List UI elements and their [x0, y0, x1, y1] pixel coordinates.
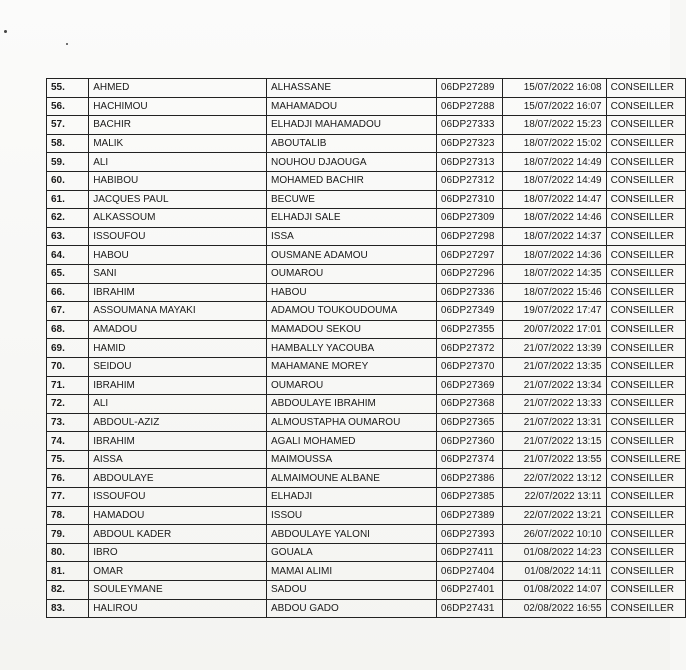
table-row — [47, 134, 686, 153]
datetime-cell: 21/07/2022 13:35 — [503, 357, 606, 376]
row-number: 68. — [47, 320, 89, 339]
datetime-cell: 01/08/2022 14:07 — [503, 581, 606, 600]
table-row — [47, 376, 686, 395]
row-number: 76. — [47, 469, 89, 488]
first-name-cell: ELHADJI SALE — [267, 209, 437, 228]
row-number: 71. — [47, 376, 89, 395]
role-cell: CONSEILLER — [606, 525, 685, 544]
last-name-cell: AISSA — [89, 450, 267, 469]
first-name-cell: ABDOULAYE IBRAHIM — [267, 395, 437, 414]
table-row — [47, 153, 686, 172]
row-number: 66. — [47, 283, 89, 302]
first-name-cell: ABDOU GADO — [267, 599, 437, 618]
role-cell: CONSEILLER — [606, 246, 685, 265]
role-cell: CONSEILLER — [606, 395, 685, 414]
registration-code-cell: 06DP27298 — [436, 227, 502, 246]
role-cell: CONSEILLER — [606, 134, 685, 153]
role-cell: CONSEILLERE — [606, 450, 685, 469]
role-cell: CONSEILLER — [606, 599, 685, 618]
datetime-cell: 21/07/2022 13:31 — [503, 413, 606, 432]
registration-code-cell: 06DP27374 — [436, 450, 502, 469]
datetime-cell: 18/07/2022 15:23 — [503, 116, 606, 135]
role-cell: CONSEILLER — [606, 581, 685, 600]
registration-code-cell: 06DP27312 — [436, 171, 502, 190]
roster-table — [46, 78, 686, 618]
datetime-cell: 01/08/2022 14:23 — [503, 543, 606, 562]
role-cell: CONSEILLER — [606, 227, 685, 246]
last-name-cell: AMADOU — [89, 320, 267, 339]
last-name-cell: IBRAHIM — [89, 432, 267, 451]
first-name-cell: OUMAROU — [267, 264, 437, 283]
role-cell: CONSEILLER — [606, 190, 685, 209]
role-cell: CONSEILLER — [606, 376, 685, 395]
last-name-cell: SEIDOU — [89, 357, 267, 376]
first-name-cell: ISSOU — [267, 506, 437, 525]
table-row — [47, 506, 686, 525]
role-cell: CONSEILLER — [606, 302, 685, 321]
last-name-cell: HAMADOU — [89, 506, 267, 525]
row-number: 74. — [47, 432, 89, 451]
registration-code-cell: 06DP27288 — [436, 97, 502, 116]
first-name-cell: OUSMANE ADAMOU — [267, 246, 437, 265]
datetime-cell: 01/08/2022 14:11 — [503, 562, 606, 581]
datetime-cell: 18/07/2022 14:35 — [503, 264, 606, 283]
table-row — [47, 79, 686, 98]
datetime-cell: 20/07/2022 17:01 — [503, 320, 606, 339]
role-cell: CONSEILLER — [606, 153, 685, 172]
datetime-cell: 21/07/2022 13:39 — [503, 339, 606, 358]
table-row — [47, 581, 686, 600]
registration-code-cell: 06DP27360 — [436, 432, 502, 451]
table-row — [47, 283, 686, 302]
last-name-cell: HABOU — [89, 246, 267, 265]
last-name-cell: ALI — [89, 395, 267, 414]
registration-code-cell: 06DP27333 — [436, 116, 502, 135]
first-name-cell: GOUALA — [267, 543, 437, 562]
registration-code-cell: 06DP27372 — [436, 339, 502, 358]
row-number: 78. — [47, 506, 89, 525]
registration-code-cell: 06DP27323 — [436, 134, 502, 153]
registration-code-cell: 06DP27404 — [436, 562, 502, 581]
datetime-cell: 18/07/2022 14:49 — [503, 171, 606, 190]
registration-code-cell: 06DP27431 — [436, 599, 502, 618]
last-name-cell: ALI — [89, 153, 267, 172]
role-cell: CONSEILLER — [606, 283, 685, 302]
table-row — [47, 413, 686, 432]
row-number: 77. — [47, 488, 89, 507]
role-cell: CONSEILLER — [606, 469, 685, 488]
datetime-cell: 21/07/2022 13:55 — [503, 450, 606, 469]
role-cell: CONSEILLER — [606, 357, 685, 376]
role-cell: CONSEILLER — [606, 339, 685, 358]
table-row — [47, 525, 686, 544]
table-row — [47, 97, 686, 116]
row-number: 61. — [47, 190, 89, 209]
first-name-cell: HAMBALLY YACOUBA — [267, 339, 437, 358]
table-row — [47, 339, 686, 358]
row-number: 80. — [47, 543, 89, 562]
row-number: 55. — [47, 79, 89, 98]
last-name-cell: IBRAHIM — [89, 283, 267, 302]
table-row — [47, 227, 686, 246]
datetime-cell: 19/07/2022 17:47 — [503, 302, 606, 321]
row-number: 75. — [47, 450, 89, 469]
row-number: 81. — [47, 562, 89, 581]
row-number: 58. — [47, 134, 89, 153]
row-number: 65. — [47, 264, 89, 283]
registration-code-cell: 06DP27370 — [436, 357, 502, 376]
row-number: 56. — [47, 97, 89, 116]
table-row — [47, 488, 686, 507]
table-row — [47, 302, 686, 321]
datetime-cell: 18/07/2022 14:46 — [503, 209, 606, 228]
first-name-cell: ALHASSANE — [267, 79, 437, 98]
datetime-cell: 18/07/2022 14:37 — [503, 227, 606, 246]
table-row — [47, 395, 686, 414]
first-name-cell: ALMOUSTAPHA OUMAROU — [267, 413, 437, 432]
row-number: 60. — [47, 171, 89, 190]
last-name-cell: ABDOULAYE — [89, 469, 267, 488]
role-cell: CONSEILLER — [606, 506, 685, 525]
row-number: 63. — [47, 227, 89, 246]
role-cell: CONSEILLER — [606, 320, 685, 339]
last-name-cell: IBRAHIM — [89, 376, 267, 395]
role-cell: CONSEILLER — [606, 264, 685, 283]
table-row — [47, 320, 686, 339]
datetime-cell: 21/07/2022 13:34 — [503, 376, 606, 395]
datetime-cell: 18/07/2022 15:46 — [503, 283, 606, 302]
last-name-cell: SOULEYMANE — [89, 581, 267, 600]
first-name-cell: HABOU — [267, 283, 437, 302]
roster-body — [47, 79, 686, 618]
first-name-cell: OUMAROU — [267, 376, 437, 395]
registration-code-cell: 06DP27386 — [436, 469, 502, 488]
registration-code-cell: 06DP27368 — [436, 395, 502, 414]
table-row — [47, 357, 686, 376]
datetime-cell: 21/07/2022 13:15 — [503, 432, 606, 451]
row-number: 62. — [47, 209, 89, 228]
datetime-cell: 22/07/2022 13:21 — [503, 506, 606, 525]
registration-code-cell: 06DP27393 — [436, 525, 502, 544]
datetime-cell: 22/07/2022 13:12 — [503, 469, 606, 488]
datetime-cell: 15/07/2022 16:07 — [503, 97, 606, 116]
table-row — [47, 190, 686, 209]
registration-code-cell: 06DP27313 — [436, 153, 502, 172]
last-name-cell: ABDOUL-AZIZ — [89, 413, 267, 432]
last-name-cell: IBRO — [89, 543, 267, 562]
registration-code-cell: 06DP27296 — [436, 264, 502, 283]
registration-code-cell: 06DP27365 — [436, 413, 502, 432]
row-number: 82. — [47, 581, 89, 600]
row-number: 79. — [47, 525, 89, 544]
datetime-cell: 18/07/2022 15:02 — [503, 134, 606, 153]
last-name-cell: MALIK — [89, 134, 267, 153]
last-name-cell: ISSOUFOU — [89, 227, 267, 246]
registration-code-cell: 06DP27349 — [436, 302, 502, 321]
role-cell: CONSEILLER — [606, 562, 685, 581]
first-name-cell: MAIMOUSSA — [267, 450, 437, 469]
first-name-cell: MAMAI ALIMI — [267, 562, 437, 581]
last-name-cell: HALIROU — [89, 599, 267, 618]
datetime-cell: 21/07/2022 13:33 — [503, 395, 606, 414]
row-number: 69. — [47, 339, 89, 358]
role-cell: CONSEILLER — [606, 413, 685, 432]
table-row — [47, 469, 686, 488]
first-name-cell: MAMADOU SEKOU — [267, 320, 437, 339]
row-number: 83. — [47, 599, 89, 618]
last-name-cell: OMAR — [89, 562, 267, 581]
first-name-cell: BECUWE — [267, 190, 437, 209]
first-name-cell: ABDOULAYE YALONI — [267, 525, 437, 544]
first-name-cell: MAHAMANE MOREY — [267, 357, 437, 376]
table-row — [47, 209, 686, 228]
datetime-cell: 18/07/2022 14:49 — [503, 153, 606, 172]
table-row — [47, 432, 686, 451]
table-row — [47, 562, 686, 581]
last-name-cell: ASSOUMANA MAYAKI — [89, 302, 267, 321]
table-row — [47, 599, 686, 618]
row-number: 72. — [47, 395, 89, 414]
role-cell: CONSEILLER — [606, 79, 685, 98]
registration-code-cell: 06DP27385 — [436, 488, 502, 507]
row-number: 59. — [47, 153, 89, 172]
first-name-cell: ADAMOU TOUKOUDOUMA — [267, 302, 437, 321]
role-cell: CONSEILLER — [606, 97, 685, 116]
first-name-cell: SADOU — [267, 581, 437, 600]
registration-code-cell: 06DP27309 — [436, 209, 502, 228]
datetime-cell: 26/07/2022 10:10 — [503, 525, 606, 544]
datetime-cell: 15/07/2022 16:08 — [503, 79, 606, 98]
last-name-cell: ABDOUL KADER — [89, 525, 267, 544]
last-name-cell: HACHIMOU — [89, 97, 267, 116]
last-name-cell: HABIBOU — [89, 171, 267, 190]
row-number: 73. — [47, 413, 89, 432]
first-name-cell: ELHADJI — [267, 488, 437, 507]
first-name-cell: ISSA — [267, 227, 437, 246]
last-name-cell: SANI — [89, 264, 267, 283]
datetime-cell: 22/07/2022 13:11 — [503, 488, 606, 507]
table-row — [47, 171, 686, 190]
first-name-cell: ALMAIMOUNE ALBANE — [267, 469, 437, 488]
table-row — [47, 264, 686, 283]
table-row — [47, 116, 686, 135]
row-number: 67. — [47, 302, 89, 321]
table-row — [47, 450, 686, 469]
registration-code-cell: 06DP27411 — [436, 543, 502, 562]
registration-code-cell: 06DP27355 — [436, 320, 502, 339]
registration-code-cell: 06DP27369 — [436, 376, 502, 395]
registration-code-cell: 06DP27310 — [436, 190, 502, 209]
first-name-cell: MAHAMADOU — [267, 97, 437, 116]
registration-code-cell: 06DP27297 — [436, 246, 502, 265]
row-number: 70. — [47, 357, 89, 376]
datetime-cell: 18/07/2022 14:36 — [503, 246, 606, 265]
last-name-cell: AHMED — [89, 79, 267, 98]
first-name-cell: NOUHOU DJAOUGA — [267, 153, 437, 172]
role-cell: CONSEILLER — [606, 116, 685, 135]
datetime-cell: 02/08/2022 16:55 — [503, 599, 606, 618]
last-name-cell: BACHIR — [89, 116, 267, 135]
role-cell: CONSEILLER — [606, 432, 685, 451]
registration-code-cell: 06DP27289 — [436, 79, 502, 98]
table-row — [47, 246, 686, 265]
role-cell: CONSEILLER — [606, 543, 685, 562]
table-row — [47, 543, 686, 562]
row-number: 64. — [47, 246, 89, 265]
registration-code-cell: 06DP27401 — [436, 581, 502, 600]
row-number: 57. — [47, 116, 89, 135]
first-name-cell: ABOUTALIB — [267, 134, 437, 153]
registration-code-cell: 06DP27336 — [436, 283, 502, 302]
datetime-cell: 18/07/2022 14:47 — [503, 190, 606, 209]
last-name-cell: ALKASSOUM — [89, 209, 267, 228]
role-cell: CONSEILLER — [606, 171, 685, 190]
last-name-cell: JACQUES PAUL — [89, 190, 267, 209]
last-name-cell: HAMID — [89, 339, 267, 358]
role-cell: CONSEILLER — [606, 209, 685, 228]
first-name-cell: MOHAMED BACHIR — [267, 171, 437, 190]
role-cell: CONSEILLER — [606, 488, 685, 507]
first-name-cell: ELHADJI MAHAMADOU — [267, 116, 437, 135]
first-name-cell: AGALI MOHAMED — [267, 432, 437, 451]
registration-code-cell: 06DP27389 — [436, 506, 502, 525]
last-name-cell: ISSOUFOU — [89, 488, 267, 507]
